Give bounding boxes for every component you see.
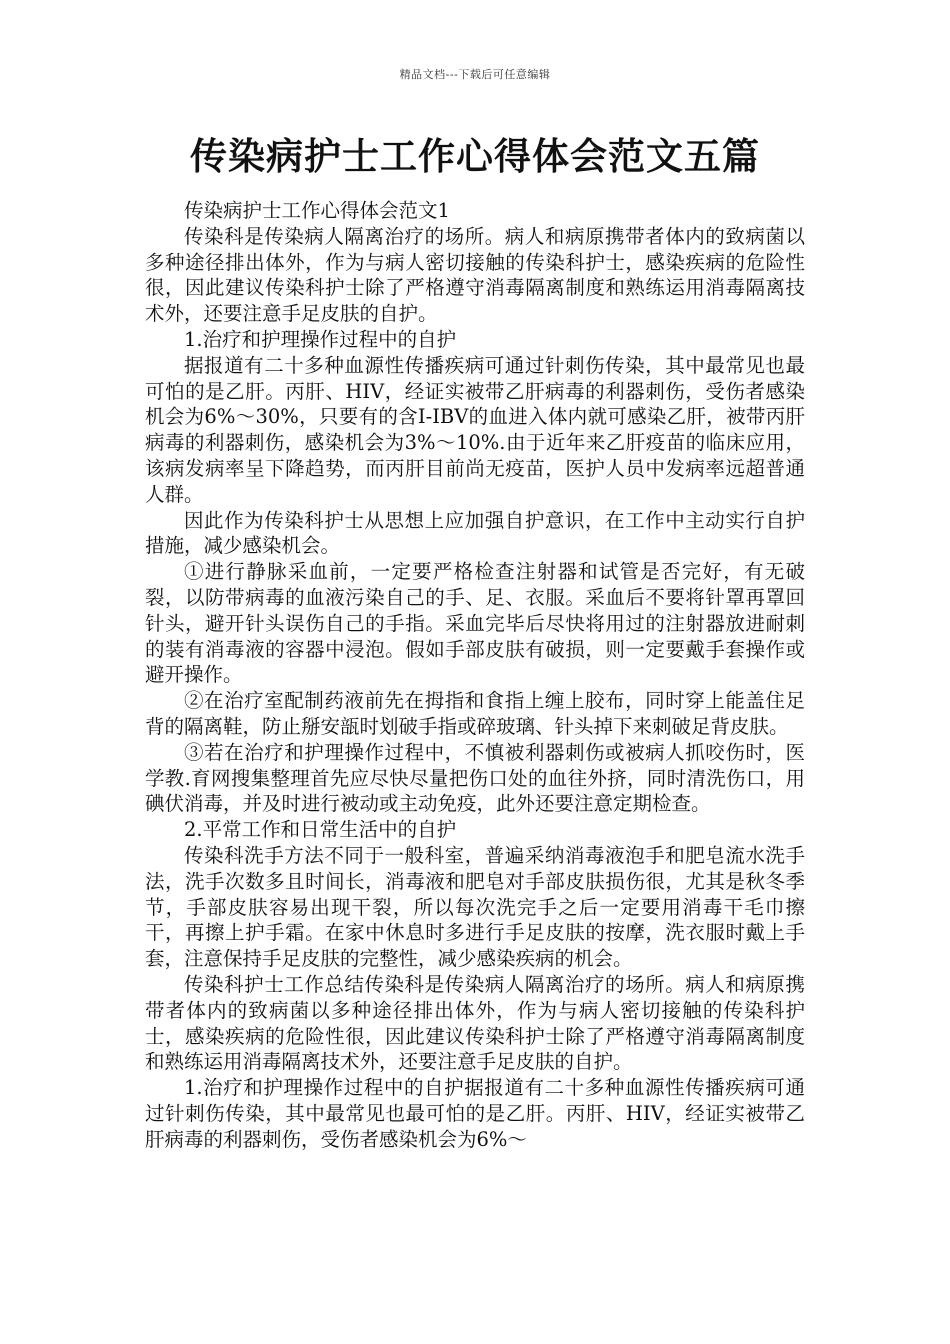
paragraph: ③若在治疗和护理操作过程中，不慎被利器刺伤或被病人抓咬伤时，医学教.育网搜集整理首先应尽快尽量把伤口处的血往外挤，同时清洗伤口，用碘伏消毒，并及时进行被动或主动免疫，此外还要注意定期检查。	[145, 740, 805, 816]
paragraph: ②在治疗室配制药液前先在拇指和食指上缠上胶布，同时穿上能盖住足背的隔离鞋，防止掰安瓿时划破手指或碎玻璃、针头掉下来刺破足背皮肤。	[145, 689, 805, 738]
header-note: 精品文档---下载后可任意编辑	[399, 68, 551, 81]
paragraph: 因此作为传染科护士从思想上应加强自护意识，在工作中主动实行自护措施，减少感染机会。	[145, 508, 805, 558]
subsection-heading: 2.平常工作和日常生活中的自护	[184, 818, 457, 842]
document-title: 传染病护士工作心得体会范文五篇	[190, 135, 760, 178]
subsection-heading: 1.治疗和护理操作过程中的自护	[184, 327, 457, 351]
paragraph: 传染科护士工作总结传染科是传染病人隔离治疗的场所。病人和病原携带者体内的致病菌以多种途径排出体外，作为与病人密切接触的传染科护士，感染疾病的危险性很，因此建议传染科护士除了严格遵守消毒隔离制度和熟练运用消毒隔离技术外，还要注意手足皮肤的自护。	[145, 972, 805, 1074]
paragraph: 1.治疗和护理操作过程中的自护据报道有二十多种血源性传播疾病可通过针刺伤传染，其中最常见也最可怕的是乙肝。丙肝、HIV，经证实被带乙肝病毒的利器刺伤，受伤者感染机会为6%～	[145, 1076, 805, 1151]
section-heading: 传染病护士工作心得体会范文1	[184, 199, 450, 222]
paragraph: ①进行静脉采血前，一定要严格检查注射器和试管是否完好，有无破裂，以防带病毒的血液污染自己的手、足、衣服。采血后不要将针罩再罩回针头，避开针头误伤自己的手指。采血完毕后尽快将用过的注射器放进耐刺的装有消毒液的容器中浸泡。假如手部皮肤有破损，则一定要戴手套操作或避开操作。	[145, 560, 805, 687]
paragraph: 据报道有二十多种血源性传播疾病可通过针刺伤传染，其中最常见也最可怕的是乙肝。丙肝、HIV，经证实被带乙肝病毒的利器刺伤，受伤者感染机会为6%～30%，只要有的含I-IBV的血进入体内就可感染乙肝，被带丙肝病毒的利器刺伤，感染机会为3%～10%.由于近年来乙肝疫苗的临床应用，该病发病率呈下降趋势，而丙肝目前尚无疫苗，医护人员中发病率远超普通人群。	[145, 353, 805, 506]
document-body	[145, 198, 805, 1152]
paragraph: 传染科是传染病人隔离治疗的场所。病人和病原携带者体内的致病菌以多种途径排出体外，作为与病人密切接触的传染科护士，感染疾病的危险性很，因此建议传染科护士除了严格遵守消毒隔离制度和熟练运用消毒隔离技术外，还要注意手足皮肤的自护。	[145, 224, 805, 326]
paragraph: 传染科洗手方法不同于一般科室，普遍采纳消毒液泡手和肥皂流水洗手法，洗手次数多且时间长，消毒液和肥皂对手部皮肤损伤很，尤其是秋冬季节，手部皮肤容易出现干裂，所以每次洗完手之后一定要用消毒干毛巾擦干，再擦上护手霜。在家中休息时多进行手足皮肤的按摩，洗衣服时戴上手套，注意保持手足皮肤的完整性，减少感染疾病的机会。	[145, 843, 805, 971]
